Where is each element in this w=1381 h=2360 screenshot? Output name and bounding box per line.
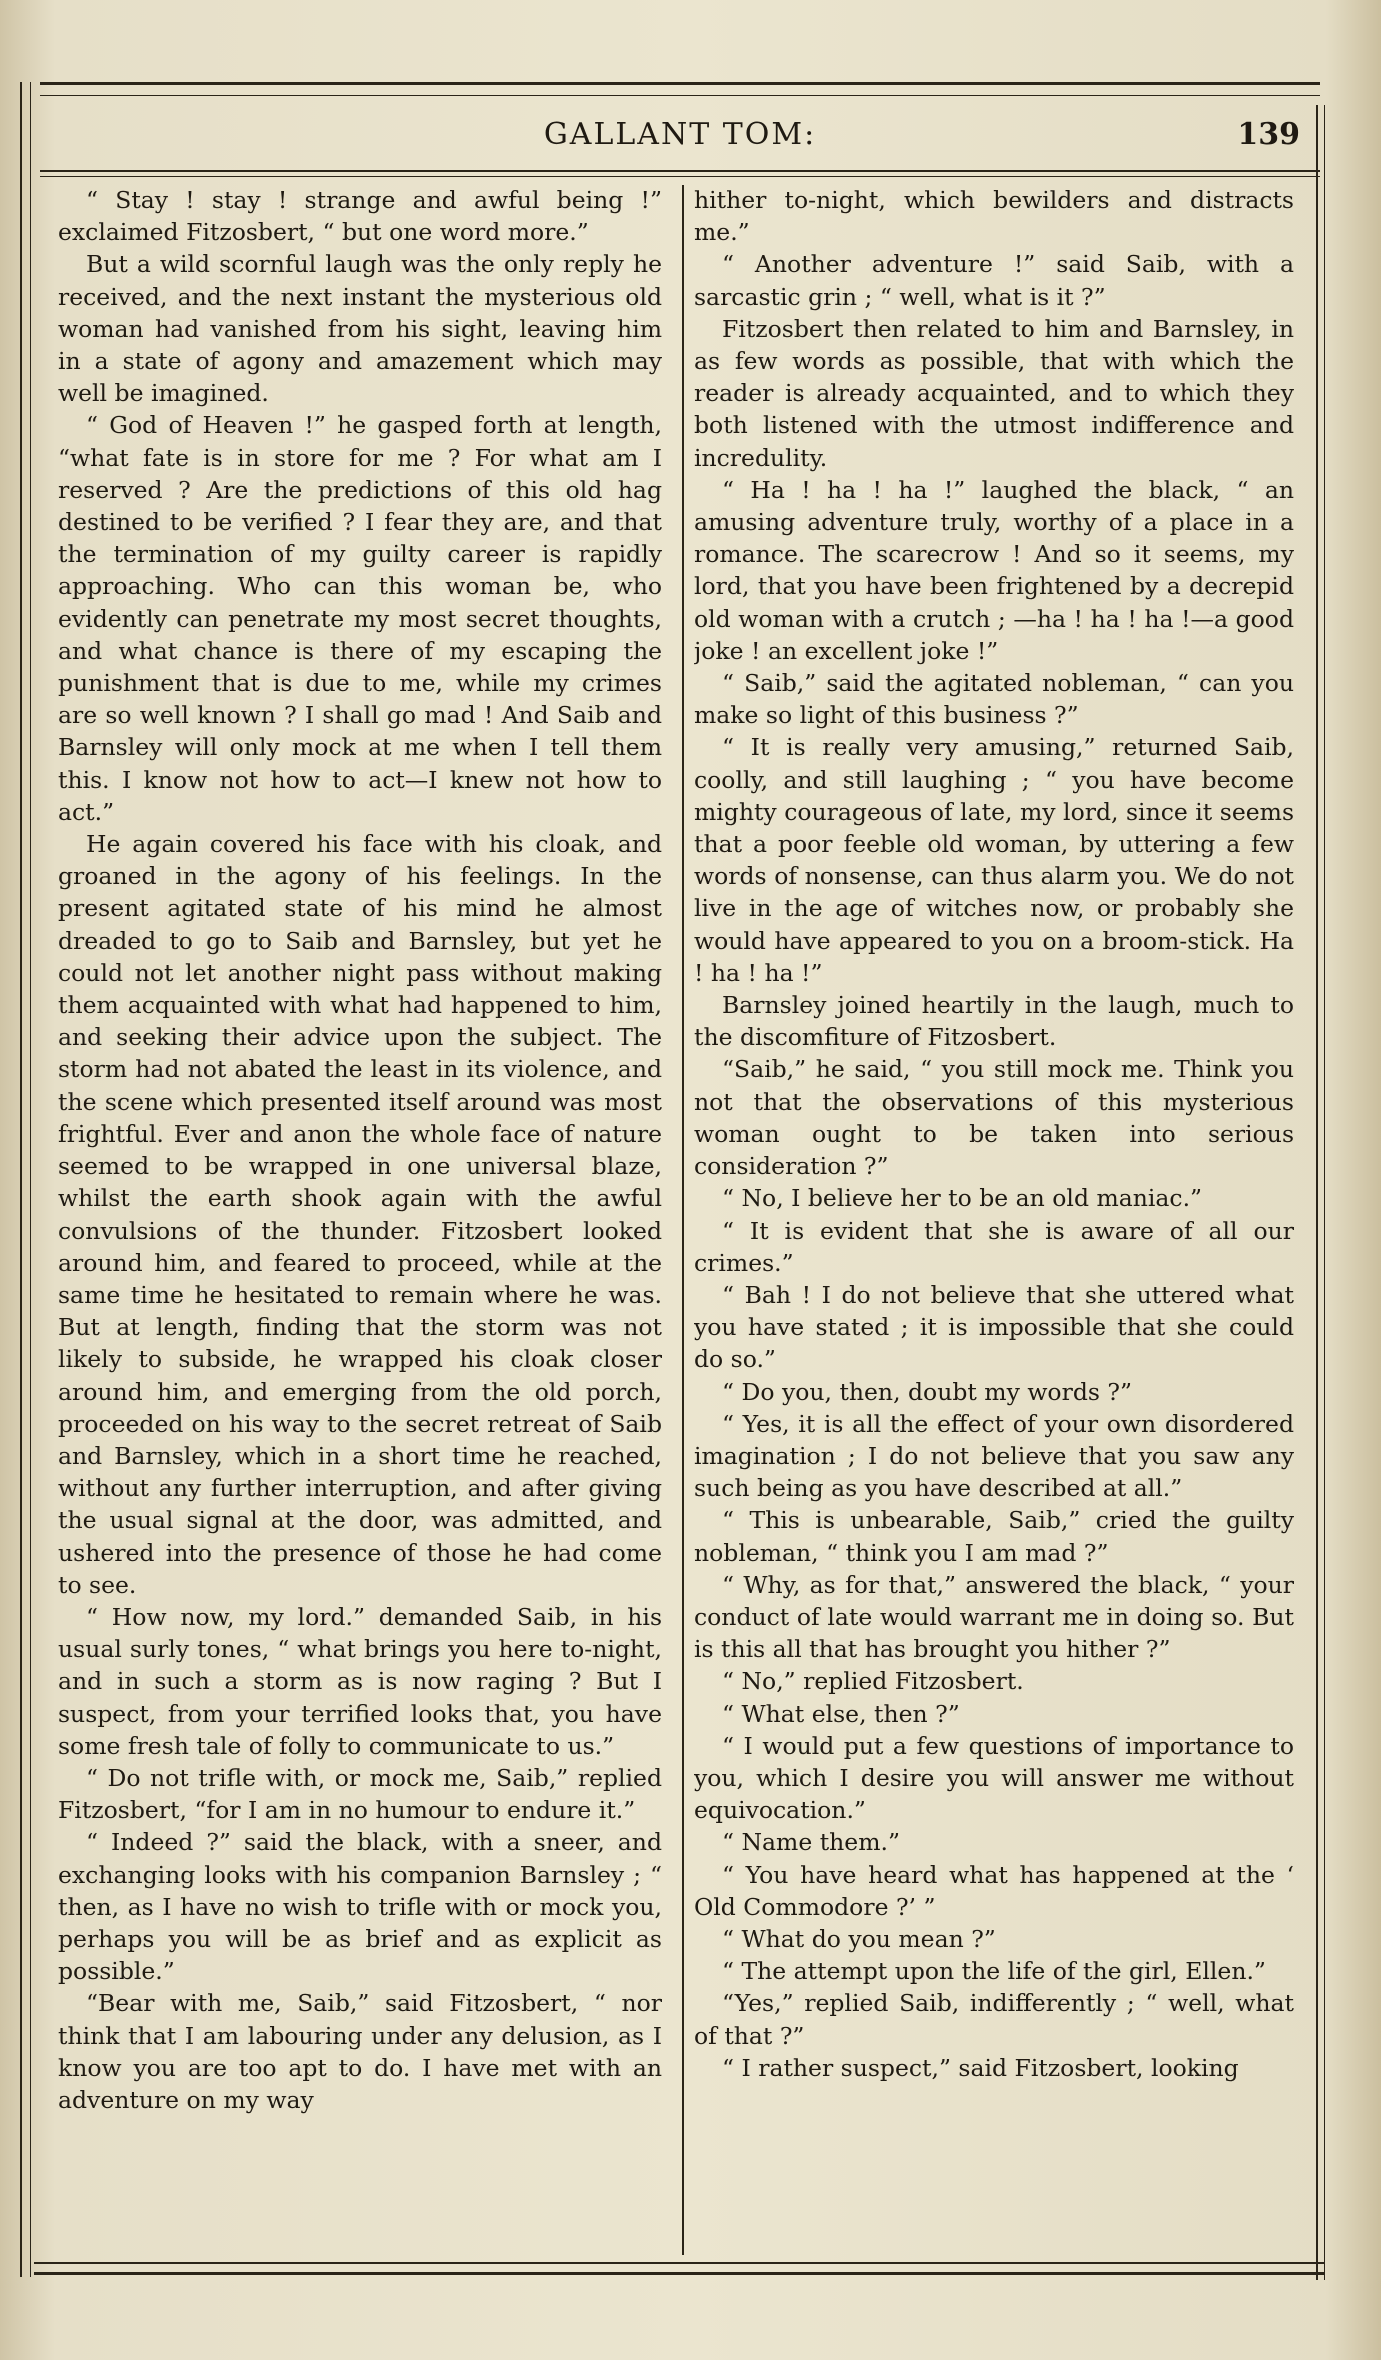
page-number: 139	[1237, 117, 1300, 152]
paragraph: “ This is unbearable, Saib,” cried the guilty nobleman, “ think you I am mad ?”	[694, 1506, 1294, 1567]
paragraph: “ Ha ! ha ! ha !” laughed the black, “ an amusing adventure truly, worthy of a place in a romance. The scarecrow ! And so it seems, my lord, that you have been frightened by a decrepid old woman with a crutch ; —ha ! ha ! ha !—a good joke ! an excellent joke !”	[694, 475, 1294, 665]
paragraph: “ Bah ! I do not believe that she uttered what you have stated ; it is impossible that she could do so.”	[694, 1280, 1294, 1374]
paragraph: “Saib,” he said, “ you still mock me. Think you not that the observations of this mysterious woman ought to be taken into serious consideration ?”	[694, 1055, 1294, 1181]
paragraph: But a wild scornful laugh was the only reply he received, and the next instant the mysterious old woman had vanished from his sight, leaving him in a state of agony and amazement which may well be imagined.	[58, 250, 662, 408]
paragraph: “ It is evident that she is aware of all our crimes.”	[694, 1216, 1294, 1277]
paragraph: Barnsley joined heartily in the laugh, much to the discomfiture of Fitzosbert.	[694, 991, 1294, 1052]
paragraph: “ What do you mean ?”	[722, 1924, 996, 1953]
paragraph: “ God of Heaven !” he gasped forth at length, “what fate is in store for me ? For what am I reserved ? Are the predictions of this old hag destined to be verified ? I fear they are, and that the termination of my guilty career is rapidly approaching. Who can this woman be, who evidently can penetrate my most secret thoughts, and what chance is there of my escaping the punishment that is due to me, while my crimes are so well known ? I shall go mad ! And Saib and Barnsley will only mock at me when I tell them this. I know not how to act—I knew not how to act.”	[58, 411, 662, 826]
paragraph: “ What else, then ?”	[722, 1699, 960, 1728]
paragraph-continued: hither to-night, which bewilders and distracts me.”	[694, 186, 1294, 247]
paragraph: “ No,” replied Fitzosbert.	[722, 1667, 1024, 1696]
paragraph: “ You have heard what has happened at the ‘ Old Commodore ?’ ”	[694, 1860, 1294, 1921]
paragraph: “ How now, my lord.” demanded Saib, in his usual surly tones, “ what brings you here to-night, and in such a storm as is now raging ? But I suspect, from your terrified looks that, you have some fresh tale of folly to communicate to us.”	[58, 1602, 662, 1760]
column-divider	[682, 185, 684, 2255]
paragraph: “Bear with me, Saib,” said Fitzosbert, “ nor think that I am labouring under any delusion, as I know you are too apt to do. I have met with an adventure on my way	[58, 1989, 662, 2114]
paragraph: “ I rather suspect,” said Fitzosbert, looking	[722, 2053, 1239, 2082]
paragraph: “ Yes, it is all the effect of your own disordered imagination ; I do not believe that you saw any such being as you have described at all.”	[694, 1409, 1294, 1503]
left-border	[20, 82, 31, 2277]
paragraph: “ Another adventure !” said Saib, with a sarcastic grin ; “ well, what is it ?”	[694, 250, 1294, 311]
top-rule	[40, 82, 1320, 85]
paragraph: “ Stay ! stay ! strange and awful being !” exclaimed Fitzosbert, “ but one word more.”	[58, 186, 662, 247]
header-rule	[40, 170, 1320, 172]
paragraph: “ I would put a few questions of importance to you, which I desire you will answer me without equivocation.”	[694, 1731, 1294, 1825]
bottom-rule-thin	[34, 2262, 1324, 2264]
paragraph: “ Name them.”	[722, 1828, 900, 1857]
right-border	[1316, 105, 1325, 2280]
paragraph: “ Why, as for that,” answered the black, “ your conduct of late would warrant me in doing so. But is this all that has brought you hither ?”	[694, 1570, 1294, 1664]
left-column	[58, 184, 662, 2259]
paragraph: “ The attempt upon the life of the girl, Ellen.”	[722, 1957, 1266, 1986]
paragraph: Fitzosbert then related to him and Barnsley, in as few words as possible, that with which the reader is already acquainted, and to which they both listened with the utmost indifference and incredulity.	[694, 314, 1294, 472]
header-rule-thin	[40, 176, 1320, 177]
paragraph: “ Indeed ?” said the black, with a sneer, and exchanging looks with his companion Barnsley ; “ then, as I have no wish to trifle with or mock you, perhaps you will be as brief and as explicit as possible.”	[58, 1828, 662, 1986]
running-title: GALLANT TOM:	[543, 117, 817, 152]
paragraph: “ Do you, then, doubt my words ?”	[722, 1377, 1132, 1406]
paragraph: “ Saib,” said the agitated nobleman, “ can you make so light of this business ?”	[694, 669, 1294, 730]
paragraph: “ It is really very amusing,” returned Saib, coolly, and still laughing ; “ you have become mighty courageous of late, my lord, since it seems that a poor feeble old woman, by uttering a few words of nonsense, can thus alarm you. We do not live in the age of witches now, or probably she would have appeared to you on a broom-stick. Ha ! ha ! ha !”	[694, 733, 1294, 987]
bottom-rule	[34, 2272, 1324, 2275]
top-rule-thin	[40, 95, 1320, 96]
paragraph: “ Do not trifle with, or mock me, Saib,” replied Fitzosbert, “for I am in no humour to endure it.”	[58, 1763, 662, 1825]
right-column	[694, 184, 1294, 2259]
paragraph: “ No, I believe her to be an old maniac.”	[722, 1184, 1203, 1213]
paragraph: He again covered his face with his cloak, and groaned in the agony of his feelings. In the present agitated state of his mind he almost dreaded to go to Saib and Barnsley, but yet he could not let another night pass without making them acquainted with what had happened to him, and seeking their advice upon the subject. The storm had not abated the least in its violence, and the scene which presented itself around was most frightful. Ever and anon the whole face of nature seemed to be wrapped in one universal blaze, whilst the earth shook again with the awful convulsions of the thunder. Fitzosbert looked around him, and feared to proceed, while at the same time he hesitated to remain where he was. But at length, finding that the storm was not likely to subside, he wrapped his cloak closer around him, and emerging from the old porch, proceeded on his way to the secret retreat of Saib and Barnsley, which in a short time he reached, without any further interruption, and after giving the usual signal at the door, was admitted, and ushered into the presence of those he had come to see.	[58, 830, 662, 1599]
paragraph: “Yes,” replied Saib, indifferently ; “ well, what of that ?”	[694, 1989, 1294, 2050]
